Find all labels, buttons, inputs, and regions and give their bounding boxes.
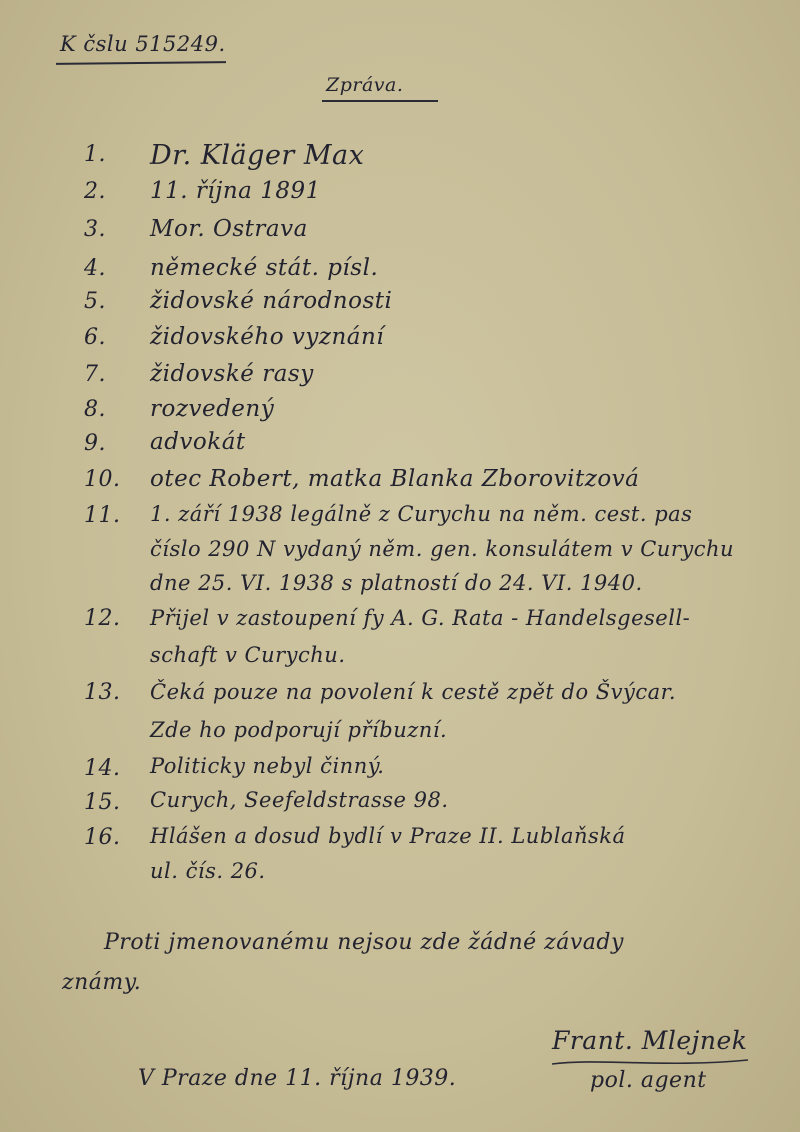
item-number-12: 12.: [84, 606, 121, 631]
item-text-13-line-2: Zde ho podporují příbuzní.: [150, 718, 448, 742]
closing-line-1: Proti jmenovanému nejsou zde žádné závady: [104, 930, 624, 955]
item-text-12-line-2: schaft v Curychu.: [150, 643, 346, 667]
item-text-16-line-1: Hlášen a dosud bydlí v Praze II. Lublaňská: [150, 824, 626, 848]
item-number-1: 1.: [84, 142, 106, 167]
item-text-8: rozvedený: [150, 396, 275, 422]
item-text-13-line-1: Čeká pouze na povolení k cestě zpět do Švýcar.: [150, 680, 677, 704]
item-number-11: 11.: [84, 503, 121, 528]
item-text-15: Curych, Seefeldstrasse 98.: [150, 788, 449, 812]
item-text-9: advokát: [150, 429, 246, 455]
item-number-2: 2.: [84, 179, 106, 204]
item-text-7: židovské rasy: [150, 361, 314, 387]
item-number-13: 13.: [84, 680, 121, 705]
item-number-9: 9.: [84, 431, 106, 456]
item-number-4: 4.: [84, 256, 106, 281]
signature-name: Frant. Mlejnek: [552, 1026, 748, 1055]
item-text-2: 11. října 1891: [150, 178, 321, 204]
item-number-5: 5.: [84, 289, 106, 314]
item-text-11-line-3: dne 25. VI. 1938 s platností do 24. VI. 1940.: [150, 571, 643, 595]
item-text-4: německé stát. písl.: [150, 255, 379, 281]
item-number-7: 7.: [84, 362, 106, 387]
item-text-12-line-1: Přijel v zastoupení fy A. G. Rata - Handelsgesell-: [150, 606, 691, 630]
item-text-3: Mor. Ostrava: [150, 216, 308, 242]
signature-title: pol. agent: [590, 1068, 707, 1093]
item-number-3: 3.: [84, 217, 106, 242]
item-number-6: 6.: [84, 325, 106, 350]
reference-underline: [56, 61, 226, 65]
item-number-8: 8.: [84, 397, 106, 422]
title-underline: [322, 100, 438, 102]
document-title: Zpráva.: [326, 74, 404, 96]
item-text-11-line-1: 1. září 1938 legálně z Curychu na něm. cest. pas: [150, 502, 693, 526]
item-text-11-line-2: číslo 290 N vydaný něm. gen. konsulátem v Curychu: [150, 537, 735, 561]
item-number-16: 16.: [84, 825, 121, 850]
place-and-date: V Praze dne 11. října 1939.: [138, 1066, 457, 1091]
reference-number: K čslu 515249.: [60, 32, 226, 56]
item-text-16-line-2: ul. čís. 26.: [150, 859, 266, 883]
item-number-14: 14.: [84, 756, 121, 781]
closing-line-2: známy.: [62, 970, 142, 995]
item-text-14: Politicky nebyl činný.: [150, 754, 385, 778]
item-text-1: Dr. Kläger Max: [150, 140, 365, 171]
item-text-5: židovské národnosti: [150, 288, 393, 314]
item-number-15: 15.: [84, 790, 121, 815]
item-number-10: 10.: [84, 467, 121, 492]
item-text-6: židovského vyznání: [150, 324, 385, 350]
item-text-10: otec Robert, matka Blanka Zborovitzová: [150, 466, 640, 492]
